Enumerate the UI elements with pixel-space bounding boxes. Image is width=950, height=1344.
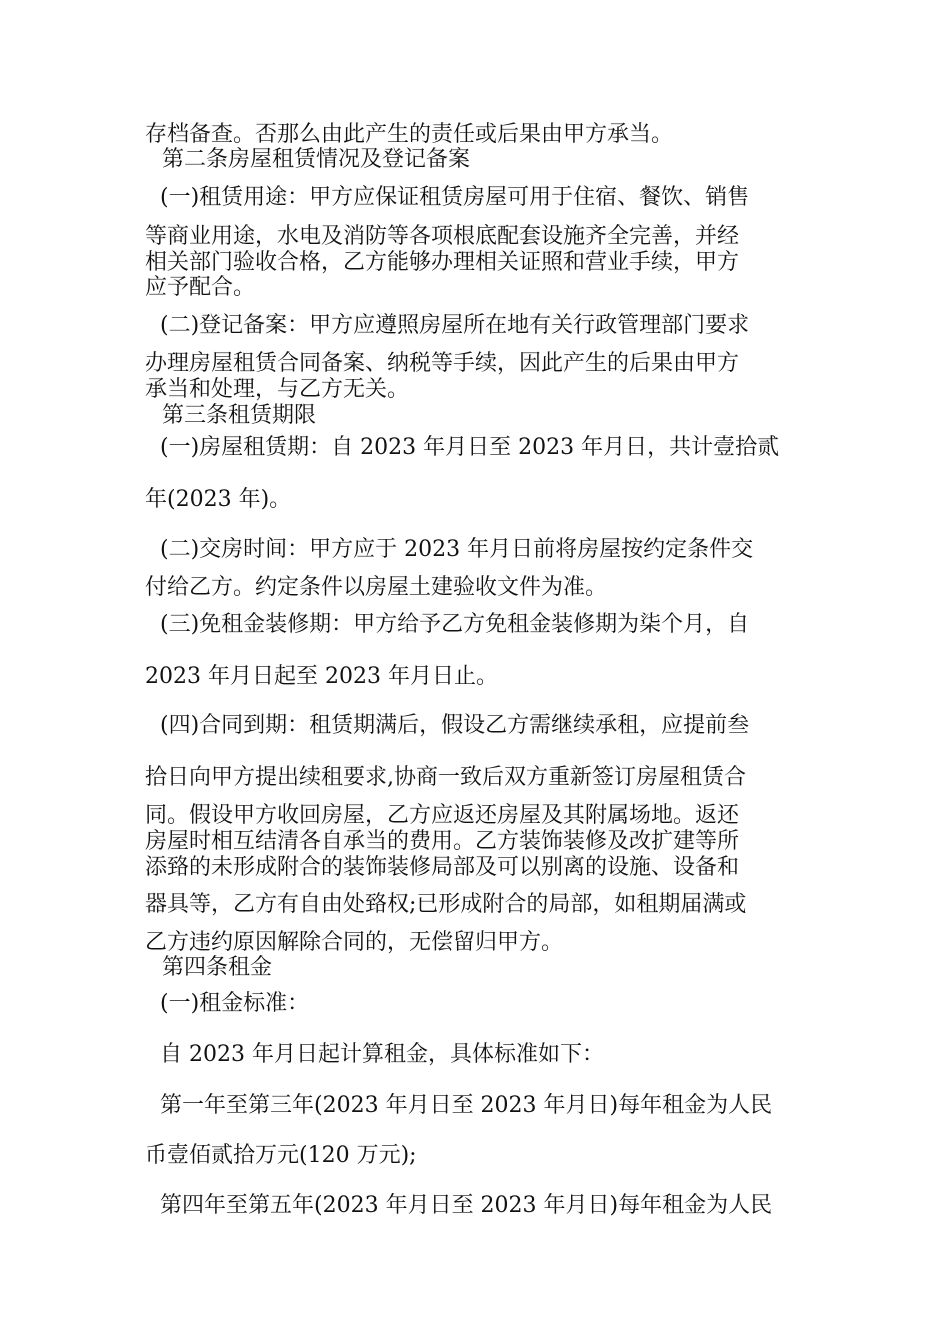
text-line: 存档备查。否那么由此产生的责任或后果由甲方承当。 <box>145 122 674 147</box>
text-line: 相关部门验收合格，乙方能够办理相关证照和营业手续，甲方 <box>145 250 740 275</box>
text-line: (二)交房时间：甲方应于 2023 年月日前将房屋按约定条件交 <box>160 537 754 562</box>
text-line: (四)合同到期：租赁期满后，假设乙方需继续承租，应提前叁 <box>160 713 750 738</box>
text-line: 乙方违约原因解除合同的，无偿留归甲方。 <box>145 930 564 955</box>
text-line: 同。假设甲方收回房屋，乙方应返还房屋及其附属场地。返还 <box>145 803 740 828</box>
text-line: 年(2023 年)。 <box>145 487 292 512</box>
section-heading: 第四条租金 <box>162 955 273 980</box>
text-line: 拾日向甲方提出续租要求,协商一致后双方重新签订房屋租赁合 <box>145 765 746 790</box>
text-line: 办理房屋租赁合同备案、纳税等手续，因此产生的后果由甲方 <box>145 351 740 376</box>
text-line: 自 2023 年月日起计算租金，具体标准如下： <box>160 1042 604 1067</box>
text-line: 房屋时相互结清各自承当的费用。乙方装饰装修及改扩建等所 <box>145 829 740 854</box>
text-line: 第一年至第三年(2023 年月日至 2023 年月日)每年租金为人民 <box>160 1093 773 1118</box>
text-line: 添臵的未形成附合的装饰装修局部及可以别离的设施、设备和 <box>145 855 740 880</box>
section-heading: 第二条房屋租赁情况及登记备案 <box>162 147 471 172</box>
text-line: 应予配合。 <box>145 275 256 300</box>
text-line: 器具等，乙方有自由处臵权;已形成附合的局部，如租期届满或 <box>145 892 747 917</box>
text-line: 承当和处理，与乙方无关。 <box>145 377 410 402</box>
text-line: (三)免租金装修期：甲方给予乙方免租金装修期为柒个月，自 <box>160 612 750 637</box>
text-line: 币壹佰贰拾万元(120 万元); <box>145 1143 417 1168</box>
text-line: 第四年至第五年(2023 年月日至 2023 年月日)每年租金为人民 <box>160 1193 773 1218</box>
text-line: 付给乙方。约定条件以房屋土建验收文件为准。 <box>145 575 608 600</box>
text-line: 等商业用途，水电及消防等各项根底配套设施齐全完善，并经 <box>145 224 740 249</box>
text-line: (一)租赁用途：甲方应保证租赁房屋可用于住宿、餐饮、销售 <box>160 185 750 210</box>
text-line: (一)房屋租赁期：自 2023 年月日至 2023 年月日，共计壹拾贰 <box>160 435 780 460</box>
section-heading: 第三条租赁期限 <box>162 403 317 428</box>
text-line: 2023 年月日起至 2023 年月日止。 <box>145 664 498 689</box>
text-line: (一)租金标准： <box>160 991 310 1016</box>
text-line: (二)登记备案：甲方应遵照房屋所在地有关行政管理部门要求 <box>160 313 750 338</box>
